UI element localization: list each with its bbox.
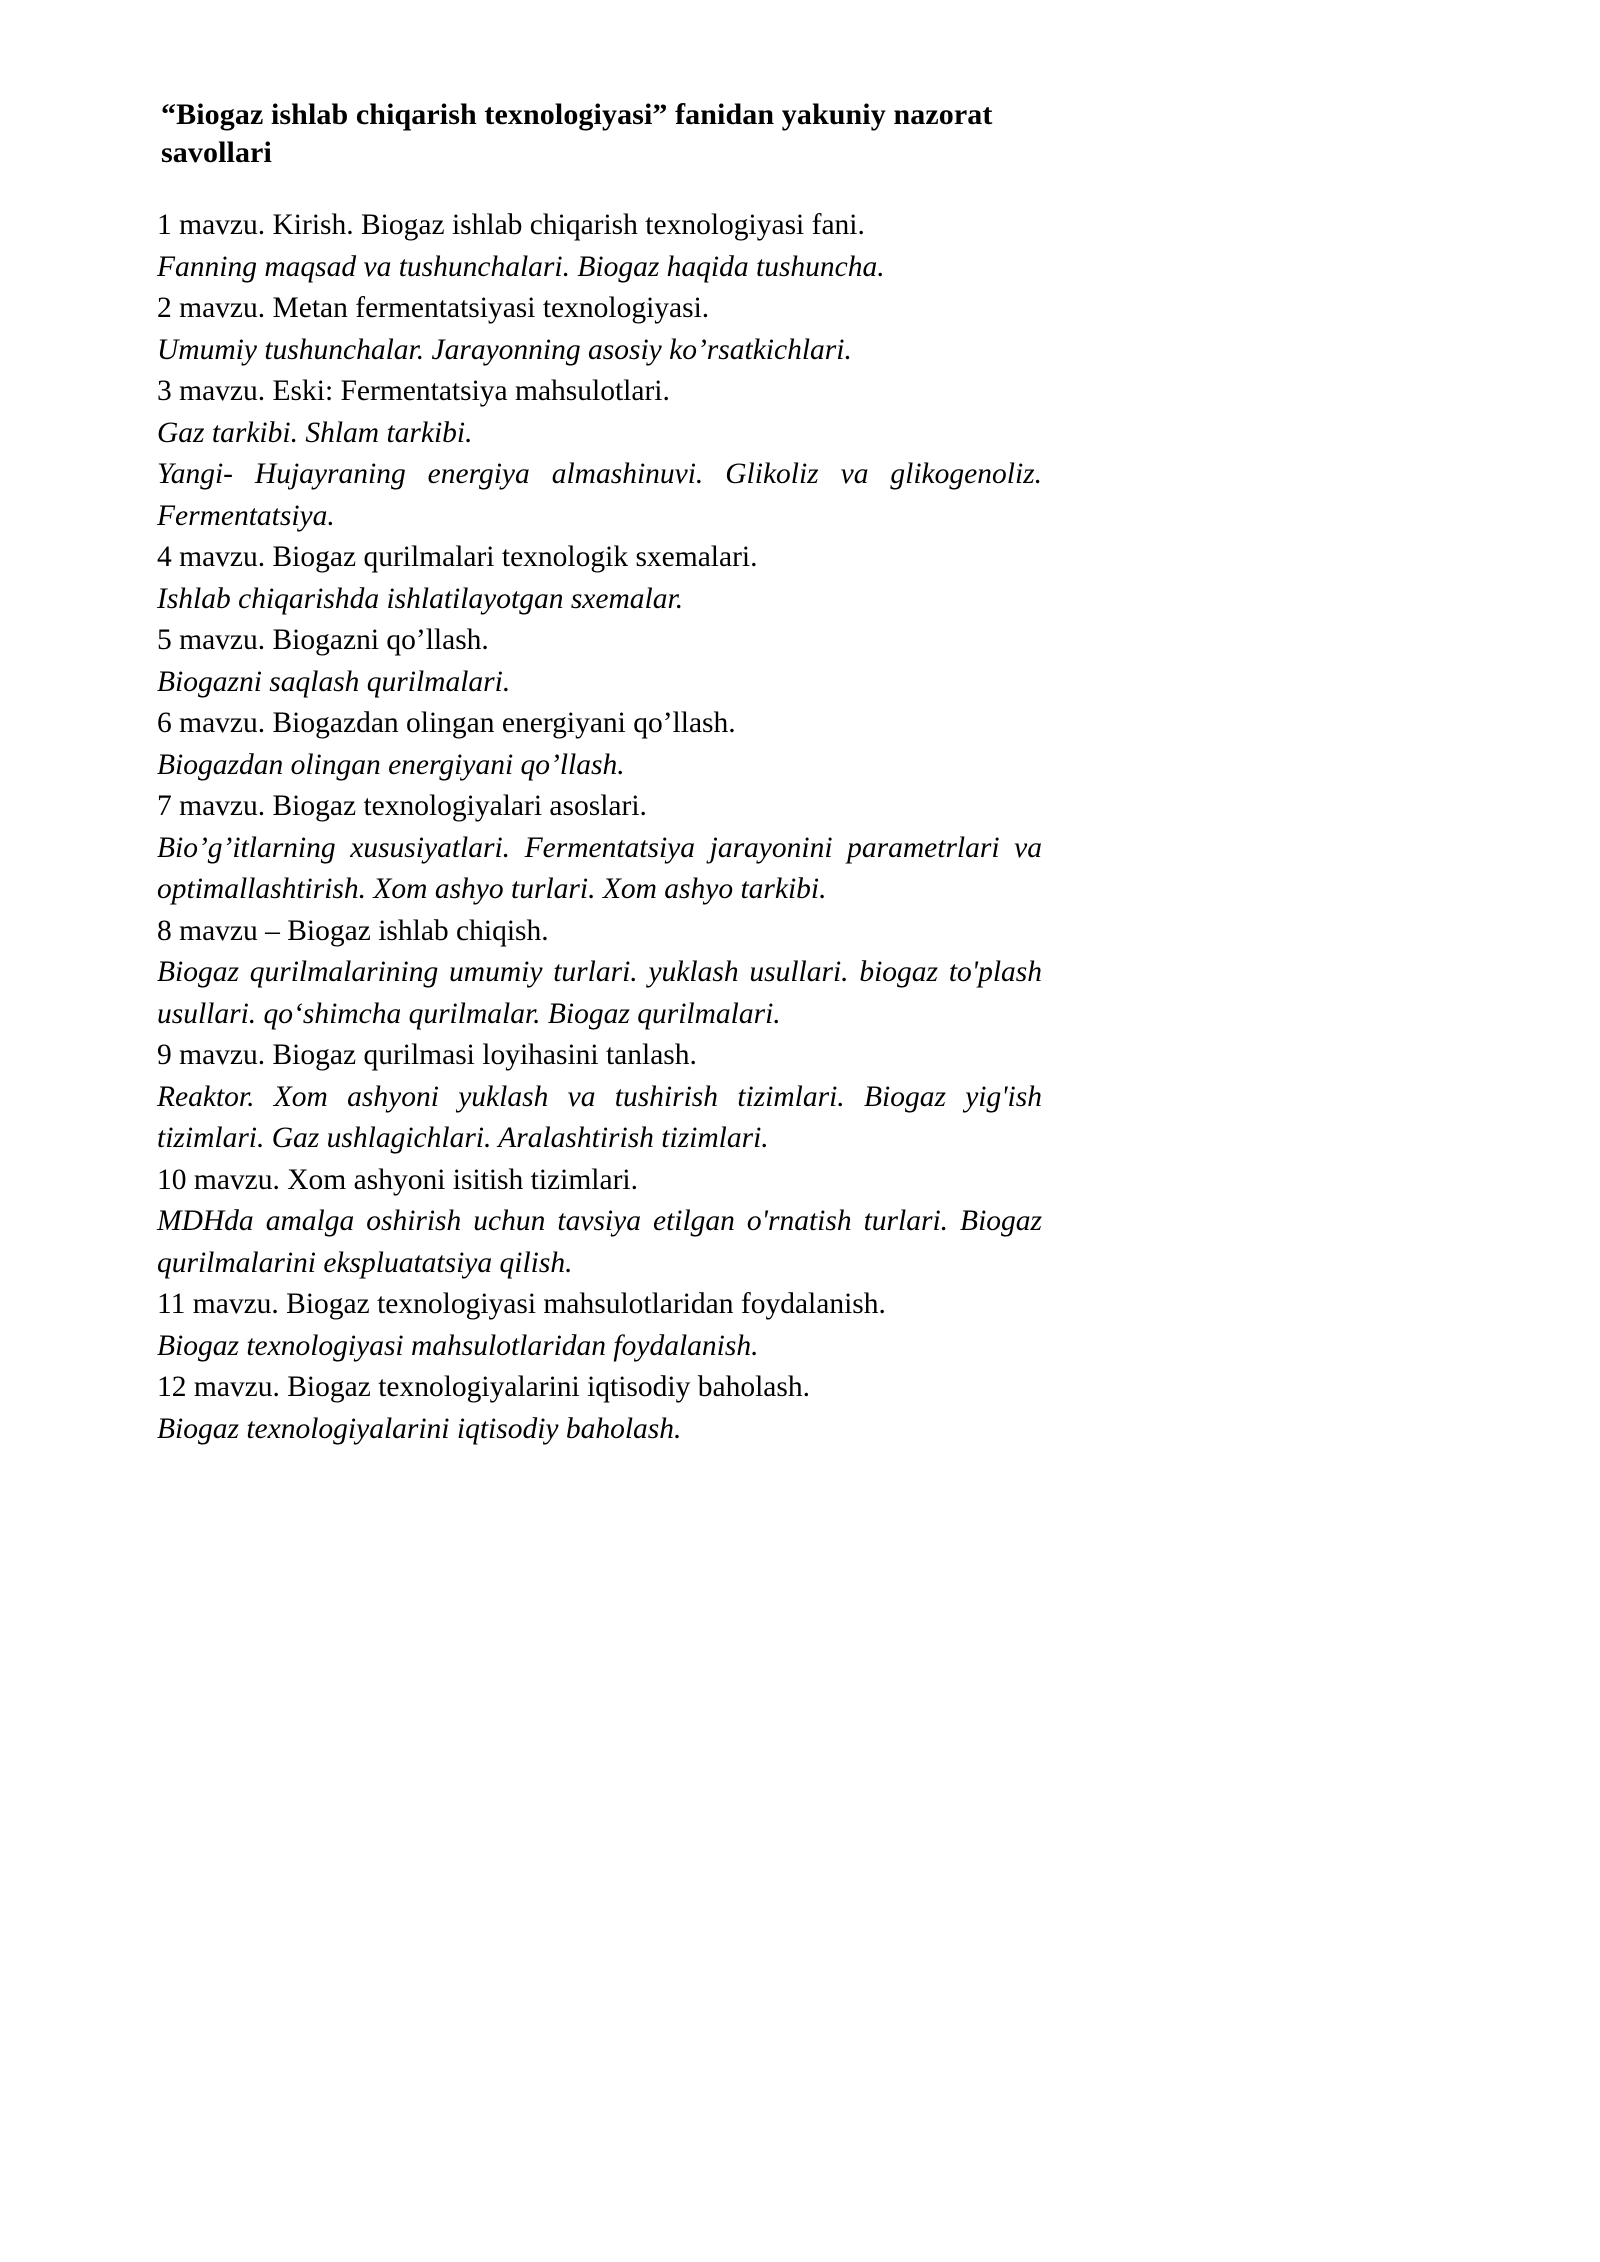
question-line: Biogaz texnologiyasi mahsulotlaridan foydalanish. xyxy=(157,1329,759,1362)
question-line: 12 mavzu. Biogaz texnologiyalarini iqtisodiy baholash. xyxy=(157,1371,810,1403)
question-line: Biogaz texnologiyalarini iqtisodiy baholash. xyxy=(157,1412,682,1445)
document-content xyxy=(157,96,1042,1450)
question-line: Bio’g’itlarning xususiyatlari. Fermentatsiya jarayonini parametrlari va optimallashtirish. Xom ashyo turlari. Xom ashyo tarkibi. xyxy=(157,831,1042,905)
question-line: 7 mavzu. Biogaz texnologiyalari asoslari. xyxy=(157,790,647,822)
question-list xyxy=(157,205,1042,1450)
question-line: 1 mavzu. Kirish. Biogaz ishlab chiqarish texnologiyasi fani. xyxy=(157,209,865,241)
question-line: 10 mavzu. Xom ashyoni isitish tizimlari. xyxy=(157,1163,638,1196)
question-line: 9 mavzu. Biogaz qurilmasi loyihasini tanlash. xyxy=(157,1039,697,1071)
question-line: 6 mavzu. Biogazdan olingan energiyani qo’llash. xyxy=(157,707,736,739)
question-line: Gaz tarkibi. Shlam tarkibi. xyxy=(157,416,473,449)
question-line: Biogazdan olingan energiyani qo’llash. xyxy=(157,748,625,781)
question-line: Biogazni saqlash qurilmalari. xyxy=(157,665,511,698)
title-body-spacer xyxy=(157,171,1042,205)
page-title: “Biogaz ishlab chiqarish texnologiyasi” fanidan yakuniy nazorat savollari xyxy=(161,98,993,169)
question-line: 8 mavzu – Biogaz ishlab chiqish. xyxy=(157,914,549,947)
question-line: 2 mavzu. Metan fermentatsiyasi texnologiyasi. xyxy=(157,292,710,324)
question-line: Fanning maqsad va tushunchalari. Biogaz haqida tushuncha. xyxy=(157,250,885,283)
question-line: Ishlab chiqarishda ishlatilayotgan sxemalar. xyxy=(157,582,684,615)
question-line: Umumiy tushunchalar. Jarayonning asosiy ko’rsatkichlari. xyxy=(157,333,852,366)
question-line: Reaktor. Xom ashyoni yuklash va tushirish tizimlari. Biogaz yig'ish tizimlari. Gaz ushlagichlari. Aralashtirish tizimlari. xyxy=(157,1080,1042,1154)
question-line: 11 mavzu. Biogaz texnologiyasi mahsulotlaridan foydalanish. xyxy=(157,1288,886,1320)
question-line: 3 mavzu. Eski: Fermentatsiya mahsulotlari. xyxy=(157,375,670,407)
question-line: 5 mavzu. Biogazni qo’llash. xyxy=(157,624,489,656)
question-line: Yangi- Hujayraning energiya almashinuvi. Glikoliz va glikogenoliz. Fermentatsiya. xyxy=(157,458,1042,532)
question-line: MDHda amalga oshirish uchun tavsiya etilgan o'rnatish turlari. Biogaz qurilmalarini ekspluatatsiya qilish. xyxy=(157,1205,1042,1279)
question-line: 4 mavzu. Biogaz qurilmalari texnologik sxemalari. xyxy=(157,541,758,573)
question-line: Biogaz qurilmalarining umumiy turlari. yuklash usullari. biogaz to'plash usullari. qo‘shimcha qurilmalar. Biogaz qurilmalari. xyxy=(157,956,1042,1030)
